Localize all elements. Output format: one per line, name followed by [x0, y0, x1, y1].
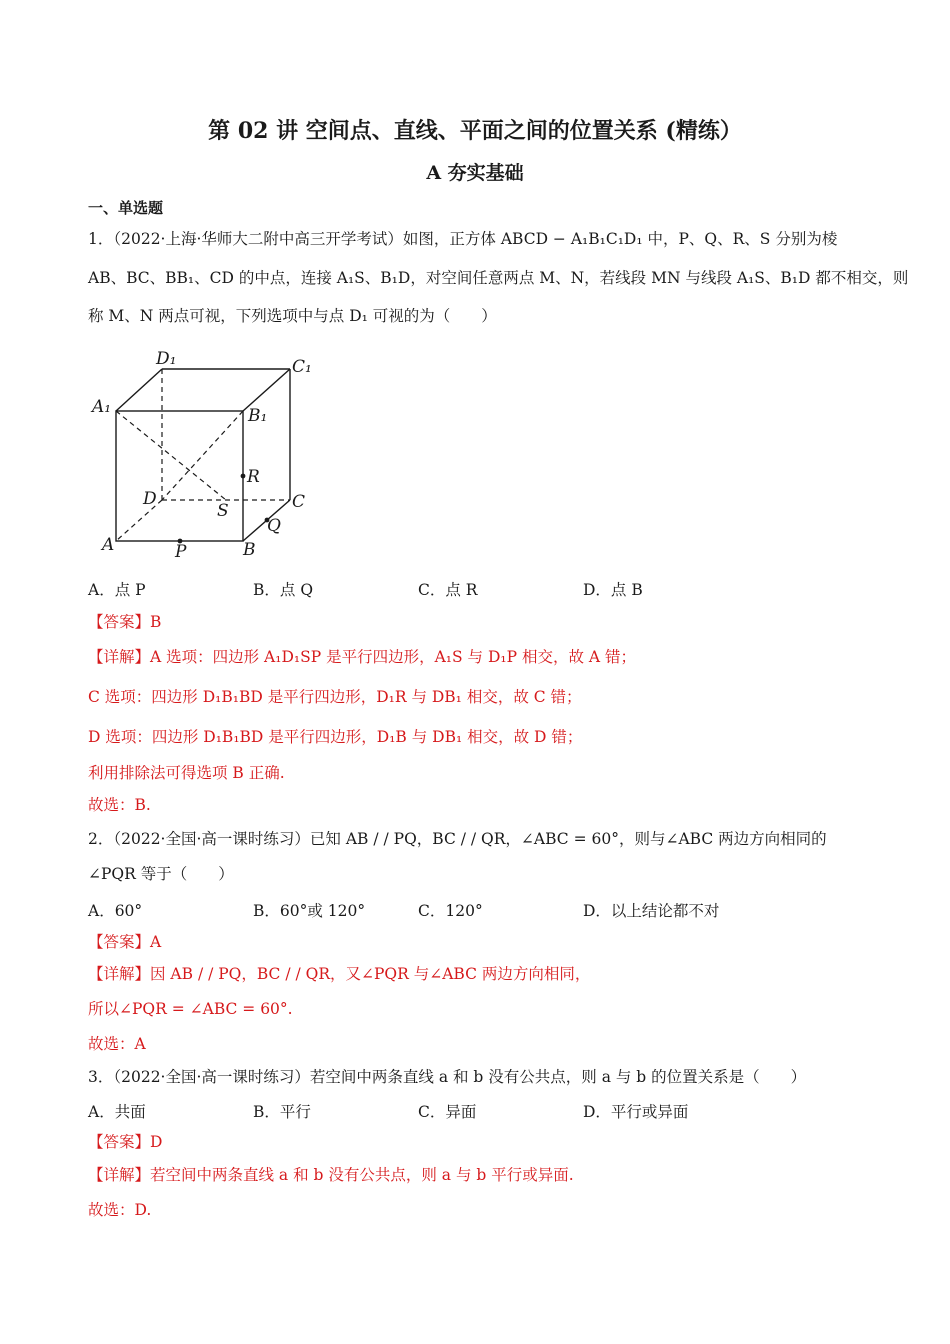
label-Q: Q — [267, 516, 281, 536]
q3-detail-1: 【详解】若空间中两条直线 a 和 b 没有公共点，则 a 与 b 平行或异面. — [88, 1166, 574, 1184]
q1-conclusion: 故选：B. — [88, 796, 151, 814]
q1-option-c: C．点 R — [418, 581, 478, 599]
label-D: D — [143, 489, 157, 509]
q3-answer: 【答案】D — [88, 1133, 163, 1151]
q3-option-b: B．平行 — [253, 1103, 311, 1121]
q2-answer: 【答案】A — [88, 933, 162, 951]
label-B: B — [243, 540, 256, 560]
label-A: A — [102, 535, 115, 555]
q2-detail-2: 所以∠PQR = ∠ABC = 60°. — [88, 1000, 293, 1018]
q1-detail-1: 【详解】A 选项：四边形 A₁D₁SP 是平行四边形，A₁S 与 D₁P 相交，故 A 错； — [88, 648, 636, 666]
q2-stem-line1: 2．（2022·全国·高一课时练习）已知 AB / / PQ，BC / / QR，∠ABC = 60°，则与∠ABC 两边方向相同的 — [88, 830, 827, 848]
q1-option-d: D．点 B — [583, 581, 643, 599]
label-C1: C₁ — [292, 357, 312, 377]
q1-stem-line2: AB、BC、BB₁、CD 的中点，连接 A₁S、B₁D，对空间任意两点 M、N，若线段 MN 与线段 A₁S、B₁D 都不相交，则 — [88, 269, 909, 287]
q1-detail-2: C 选项：四边形 D₁B₁BD 是平行四边形，D₁R 与 DB₁ 相交，故 C 错； — [88, 688, 582, 706]
label-S: S — [217, 501, 229, 521]
page-subtitle: A 夯实基础 — [426, 162, 524, 184]
q3-option-a: A．共面 — [88, 1103, 146, 1121]
q1-detail-4: 利用排除法可得选项 B 正确. — [88, 764, 285, 782]
q1-option-b: B．点 Q — [253, 581, 314, 599]
q1-stem-line3: 称 M、N 两点可视，下列选项中与点 D₁ 可视的为（ ） — [88, 307, 497, 325]
label-B1: B₁ — [248, 406, 268, 426]
q2-detail-1: 【详解】因 AB / / PQ，BC / / QR，又∠PQR 与∠ABC 两边方向相同， — [88, 965, 591, 983]
section-heading: 一、单选题 — [88, 199, 164, 217]
q3-conclusion: 故选：D. — [88, 1201, 152, 1219]
q3-stem-line1: 3．（2022·全国·高一课时练习）若空间中两条直线 a 和 b 没有公共点，则 a 与 b 的位置关系是（ ） — [88, 1068, 807, 1086]
q2-option-d: D．以上结论都不对 — [583, 902, 720, 920]
q1-answer: 【答案】B — [88, 613, 162, 631]
q2-stem-line2: ∠PQR 等于（ ） — [88, 865, 234, 883]
q3-option-c: C．异面 — [418, 1103, 477, 1121]
q1-stem-line1: 1．（2022·上海·华师大二附中高三开学考试）如图，正方体 ABCD − A₁B₁C₁D₁ 中，P、Q、R、S 分别为棱 — [88, 230, 838, 248]
label-R: R — [247, 467, 260, 487]
label-P: P — [175, 542, 187, 562]
cube-figure — [90, 345, 320, 565]
q3-option-d: D．平行或异面 — [583, 1103, 689, 1121]
q1-detail-3: D 选项：四边形 D₁B₁BD 是平行四边形，D₁B 与 DB₁ 相交，故 D 错； — [88, 728, 583, 746]
q2-conclusion: 故选：A — [88, 1035, 146, 1053]
q2-option-b: B．60°或 120° — [253, 902, 366, 920]
label-C: C — [292, 492, 306, 512]
label-D1: D₁ — [156, 349, 177, 369]
page-title: 第 02 讲 空间点、直线、平面之间的位置关系 (精练） — [208, 118, 742, 144]
label-A1: A₁ — [92, 397, 112, 417]
q2-option-a: A．60° — [88, 902, 143, 920]
q2-option-c: C．120° — [418, 902, 483, 920]
q1-option-a: A．点 P — [88, 581, 146, 599]
